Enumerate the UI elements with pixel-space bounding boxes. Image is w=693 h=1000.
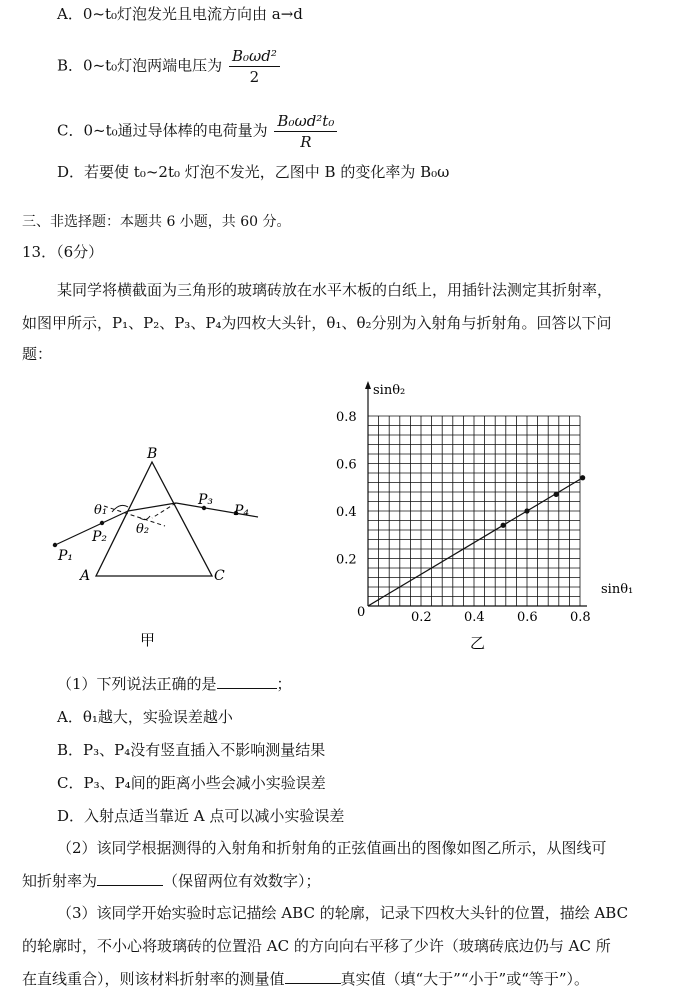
- intro-line-1: 某同学将横截面为三角形的玻璃砖放在水平木板的白纸上，用插针法测定其折射率，: [57, 281, 613, 299]
- pin-p1: [53, 543, 57, 547]
- data-point: [580, 475, 585, 480]
- vertex-b-label: B: [147, 446, 158, 462]
- sub2-line-1: （2）该同学根据测得的入射角和折射角的正弦值画出的图像如图乙所示，从图线可: [57, 839, 607, 857]
- option-d: D．若要使 t₀~2t₀ 灯泡不发光，乙图中 B 的变化率为 B₀ω: [57, 163, 450, 181]
- prism-triangle: [96, 462, 212, 576]
- data-point: [501, 523, 506, 528]
- theta1-label: θ₁: [94, 503, 108, 518]
- sub1-option-d: D．入射点适当靠近 A 点可以减小实验误差: [57, 807, 345, 825]
- data-point: [524, 508, 529, 513]
- intro-line-3: 题：: [22, 345, 53, 363]
- data-point: [554, 492, 559, 497]
- answer-blank-2[interactable]: [97, 871, 163, 886]
- sub3-line-2: 的轮廓时，不小心将玻璃砖的位置沿 AC 的方向向右平移了少许（玻璃砖底边仍与 AC 所: [22, 937, 611, 955]
- figure-a-caption: 甲: [140, 631, 156, 649]
- vertex-c-label: C: [214, 568, 225, 584]
- fraction-b: $\frac{\text{B₀ωd²}}{2}$: [229, 46, 280, 87]
- p2-label: P₂: [92, 529, 108, 545]
- y-tick-label: 0.2: [336, 552, 357, 568]
- sub3-line-1: （3）该同学开始实验时忘记描绘 ABC 的轮廓，记录下四枚大头针的位置，描绘 ABC: [57, 904, 629, 922]
- y-tick-label: 0.4: [336, 505, 357, 520]
- prism-diagram: [40, 440, 280, 665]
- pin-p2: [100, 521, 104, 525]
- section-header: 三、非选择题：本题共 6 小题，共 60 分。: [22, 214, 291, 230]
- sub1-option-b: B．P₃、P₄没有竖直插入不影响测量结果: [57, 741, 326, 759]
- x-tick-label: 0.2: [411, 610, 432, 625]
- option-b: B．0~t₀灯泡两端电压为 $\frac{\text{B₀ωd²}}{2}$: [57, 46, 280, 87]
- sub2-line-2: 知折射率为 （保留两位有效数字）；: [22, 872, 321, 890]
- chart-grid: [368, 416, 580, 606]
- chart-caption: 乙: [470, 634, 486, 652]
- answer-blank-3[interactable]: [285, 969, 341, 984]
- sub1-prompt: （1）下列说法正确的是 ；: [57, 675, 292, 693]
- p4-label: P₄: [234, 503, 250, 519]
- y-tick-label: 0.6: [336, 457, 357, 473]
- theta2-arc: [140, 516, 150, 520]
- intro-line-2: 如图甲所示，P₁、P₂、P₃、P₄为四枚大头针，θ₁、θ₂分别为入射角与折射角。回答以下问: [22, 314, 612, 332]
- theta2-label: θ₂: [136, 522, 150, 537]
- fraction-c: $\frac{\text{B₀ωd²t₀}}{R}$: [274, 111, 337, 152]
- incident-ray: [53, 511, 128, 546]
- option-c: C．0~t₀通过导体棒的电荷量为 $\frac{\text{B₀ωd²t₀}}{R}$: [57, 111, 337, 152]
- sub1-option-c: C．P₃、P₄间的距离小些会减小实验误差: [57, 774, 326, 792]
- origin-label: 0: [357, 605, 366, 620]
- x-tick-label: 0.4: [464, 610, 485, 625]
- sin-chart: [325, 378, 655, 658]
- answer-blank-1[interactable]: [217, 674, 277, 689]
- x-tick-label: 0.6: [517, 610, 538, 625]
- y-axis-arrow: [365, 381, 371, 389]
- p1-label: P₁: [58, 548, 74, 564]
- sub3-line-3: 在直线重合），则该材料折射率的测量值 真实值（填“大于”“小于”或“等于”）。: [22, 970, 590, 988]
- p3-label: P₃: [198, 492, 214, 508]
- option-a: A．0~t₀灯泡发光且电流方向由 a→d: [57, 5, 303, 23]
- question-number: 13．（6分）: [22, 243, 104, 261]
- sub1-option-a: A．θ₁越大，实验误差越小: [57, 708, 233, 726]
- y-tick-label: 0.8: [336, 410, 357, 425]
- vertex-a-label: A: [80, 568, 91, 584]
- y-axis-label: sinθ₂: [373, 383, 406, 398]
- x-axis-label: sinθ₁: [601, 582, 634, 597]
- x-tick-label: 0.8: [570, 610, 591, 625]
